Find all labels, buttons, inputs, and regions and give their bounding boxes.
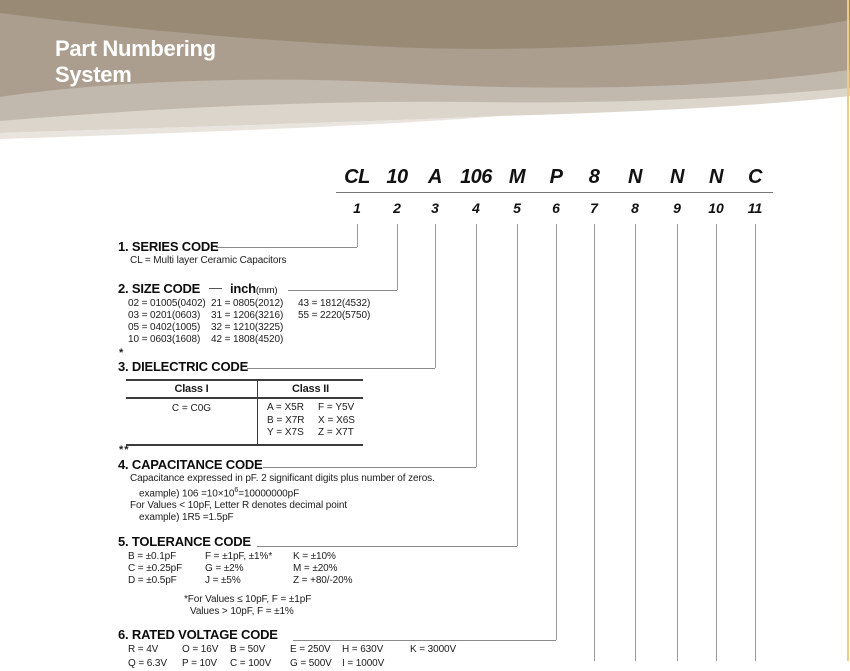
section-title: DIELECTRIC CODE [131,359,249,374]
leader-vline-4 [476,224,477,467]
class2-row: B = X7R X = X6S [267,414,355,426]
part-code: A [428,166,442,188]
section-title: RATED VOLTAGE CODE [131,627,278,642]
page-header [0,0,850,135]
series-description: CL = Multi layer Ceramic Capacitors [130,255,287,266]
position-number: 1 [353,200,361,216]
size-code: 31 = 1206(3216) [211,310,284,321]
section-number: 4. [118,457,129,472]
voltage-second-row-partial: Q = 6.3V P = 10V C = 100V G = 500V I = 1000V [128,658,385,669]
leader-vline-11 [755,224,756,661]
class2-header: Class II [257,381,363,397]
part-code: CL [344,166,370,188]
part-code: N [628,166,642,188]
section-number: 2. [118,281,129,296]
tolerance-row [128,575,352,588]
part-code: N [670,166,684,188]
dielectric-table-header [126,381,363,399]
size-unit-mm: (mm) [255,285,278,296]
leader-vline-6 [556,224,557,640]
part-code: C [748,166,762,188]
size-code: 05 = 0402(1005) [128,322,201,333]
page-title-line1: Part Numbering [55,36,216,61]
tolerance-footnote2: Values > 10pF, F = ±1% [190,606,294,617]
part-code: 10 [386,166,408,188]
leader-hline-series [216,247,357,248]
section-dielectric-heading [118,359,248,374]
voltage-code: O = 16V [182,644,219,655]
tolerance-footnote1: *For Values ≤ 10pF, F = ±1pF [184,594,312,605]
footnote-marker-dielectric: * [119,347,125,359]
voltage-code: E = 250V [290,644,331,655]
part-code: P [549,166,563,188]
part-code: 106 [460,166,492,188]
dielectric-table [126,379,363,446]
section-title: SERIES CODE [131,239,219,254]
section-size-heading [118,281,277,296]
section-number: 5. [118,534,129,549]
capacitance-example1: example) $106 =10\times 10^6=10000000pF$ [139,487,300,500]
size-code: 55 = 2220(5750) [298,310,371,321]
section-title: SIZE CODE [131,281,201,296]
size-unit-label: inch [229,281,256,296]
leader-vline-9 [677,224,678,661]
section-tolerance-heading [118,534,251,549]
size-code-row [128,310,370,323]
part-number-underline [336,192,773,193]
class2-row: A = X5R F = Y5V [267,402,355,413]
class2-cell [257,399,363,444]
part-code: M [508,166,526,188]
leader-hline-tolerance [257,546,517,547]
leader-vline-3 [435,224,436,368]
size-code: 43 = 1812(4532) [298,298,371,309]
tolerance-code: M = ±20% [293,563,338,574]
size-code: 02 = 01005(0402) [128,298,206,309]
tolerance-code: C = ±0.25pF [128,563,183,574]
voltage-code: H = 630V [342,644,384,655]
capacitance-line1: Capacitance expressed in pF. 2 significant digits plus number of zeros. [130,473,435,484]
size-code: 42 = 1808(4520) [211,334,284,345]
position-number: 10 [708,200,724,216]
tolerance-code: G = ±2% [205,563,244,574]
position-number: 8 [631,200,639,216]
voltage-code: B = 50V [230,644,266,655]
size-code-row [128,334,298,347]
voltage-code: R = 4V [128,644,159,655]
leader-hline-size [288,290,397,291]
tolerance-code: D = ±0.5pF [128,575,177,586]
size-code-row [128,298,370,311]
leader-hline-dielectric [247,368,435,369]
class1-cell: C = C0G [171,403,212,414]
leader-vline-7 [594,224,595,661]
section-voltage-heading [118,627,278,642]
tolerance-row [128,563,337,576]
page-title-line2: System [55,62,132,87]
capacitance-line2: For Values < 10pF, Letter R denotes decimal point [130,500,347,511]
class1-header: Class I [174,383,209,395]
position-number: 4 [472,200,480,216]
position-number: 5 [513,200,521,216]
tolerance-code: B = ±0.1pF [128,551,177,562]
leader-vline-5 [517,224,518,546]
leader-vline-2 [397,224,398,290]
section-number: 1. [118,239,129,254]
tolerance-code: Z = +80/-20% [293,575,353,586]
footnote-marker-capacitance: ** [119,444,130,456]
leader-hline-capacitance [263,467,476,468]
position-number: 6 [552,200,560,216]
page-edge-line [847,0,849,661]
part-code: 8 [588,166,600,188]
voltage-row [128,644,456,657]
section-number: 6. [118,627,129,642]
section-title: CAPACITANCE CODE [131,457,263,472]
tolerance-code: K = ±10% [293,551,336,562]
leader-vline-10 [716,224,717,661]
tolerance-code: F = ±1pF, ±1%* [205,551,273,562]
dielectric-table-body [126,399,363,444]
section-series-heading [118,239,219,254]
position-number: 3 [431,200,439,216]
part-code: N [709,166,723,188]
position-number: 11 [747,200,763,216]
section-capacitance-heading [118,457,263,472]
tolerance-row [128,551,336,564]
section-title: TOLERANCE CODE [131,534,251,549]
capacitance-example2: example) 1R5 =1.5pF [139,512,234,523]
size-code: 10 = 0603(1608) [128,334,201,345]
dash-connector [209,288,222,289]
size-code-row [128,322,298,335]
size-code: 21 = 0805(2012) [211,298,284,309]
voltage-code: K = 3000V [410,644,457,655]
position-number: 2 [393,200,401,216]
position-number: 9 [673,200,681,216]
class2-row: Y = X7S Z = X7T [267,427,354,438]
leader-hline-voltage [293,640,556,641]
size-code: 32 = 1210(3225) [211,322,284,333]
position-number: 7 [590,200,598,216]
size-code: 03 = 0201(0603) [128,310,201,321]
page-title [55,36,216,88]
leader-vline-1 [357,224,358,247]
leader-vline-8 [635,224,636,661]
tolerance-code: J = ±5% [205,575,241,586]
section-number: 3. [118,359,129,374]
